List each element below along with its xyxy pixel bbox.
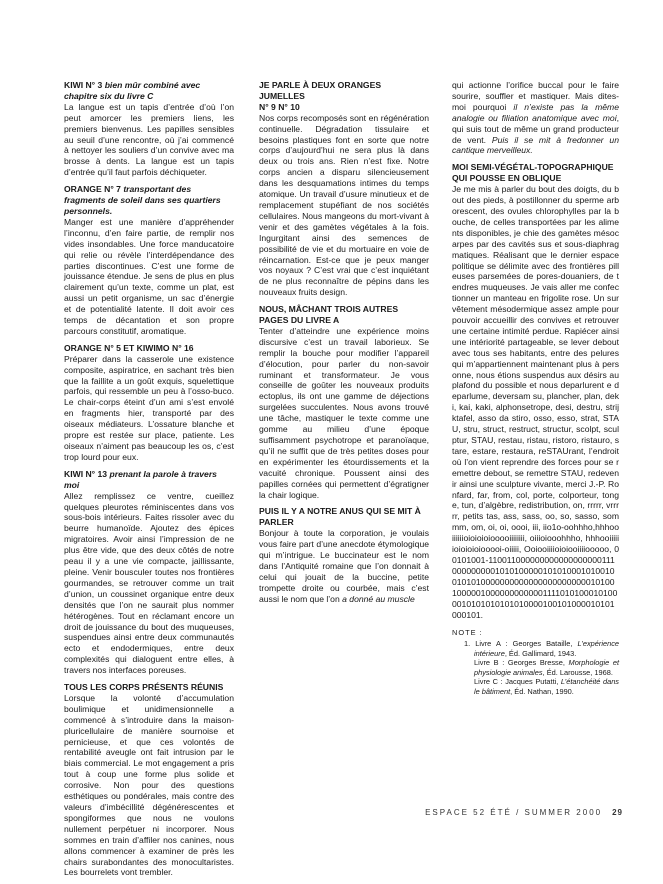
section-orange-7 xyxy=(64,184,234,337)
section-heading: PUIS IL Y A NOTRE ANUS QUI SE MIT À PARLER xyxy=(259,506,421,528)
section-body: Je me mis à parler du bout des doigts, du bout des pieds, à postillonner du sperme arborescent, des ovules chlorophylles par la bouche, de celles transportées par les aliments disponibles, je chie des gamètes mésocarpes par des cavités sus et sous-diaphragmatiques. Réalisant que le dernier espace politique se délimite avec des frontières pilleuses parsemées de pores-douaniers, de tendres muqueuses. Je vais aller me confectionner un manteau en frigolite rose. Un survêtement mésodermique assez ample pour pouvoir accueillir des convives et retrouver une certaine intimité perdue. Rapiécer ainsi une intériorité partageable, se lever debout avec tous ses habitants, entre des pelures qui m’appartiennent maintenant plus à personne, nous étions suspendus aux désirs au plafond du possible et nous deparlurent e deparlume, deversam su, plancher, plan, deki, kai, kaki, alphonsetrope, desi, destru, strijktafel, asso da stiro, osso, esso, strat, STAU, stru, struct, restruct, structur, scolpt, sculptur, STAU, restau, ristau, ristoro, ristauro, stare, estare, restaura, reSTAUrant, l’endroit où l’on vient reprendre des forces pour se remettre debout, se remettre STAU, redevenir ainsi une sculpture vivante, merci J.-P. Ronfard, far, from, col, porte, colporteur, tonge, tun, d’algèbre, redistribution, on, rrrrr, vrrrrr, petits tas, ass, sass, oo, so, sasso, sommm, om, oi, oi, oooi, iii, iio1o-oohhho,hhhooiiiiiioioioioiooooiiiiiiii, oiiioiooohhho, hhhooiiiiiioioioioiooooi-oiiiii, Ooiooiiiioioiooiiiiooooo, 00101001-11001100000000000000000011100000000010101000001010100010100100101010000000000000000000000010100100000100000000000011110101000101000010101010101010000100101000010101000101. xyxy=(452,184,619,620)
column-2 xyxy=(259,80,429,611)
page-footer xyxy=(425,808,623,817)
section-heading: MOI SEMI-VÉGÉTAL-TOPOGRAPHIQUE QUI POUSSE EN OBLIQUE xyxy=(452,162,614,184)
section-heading: NOUS, MÂCHANT TROIS AUTRES PAGES DU LIVRE A xyxy=(259,304,399,326)
section-heading-line-2: N° 9 N° 10 xyxy=(259,101,300,112)
section-anus xyxy=(259,506,429,604)
column-3 xyxy=(452,80,619,697)
section-body: Bonjour à toute la corporation, je voulais vous faire part d’une anecdote étymologique qui m’intrigue. Le buccinateur est le nom dans l’Antiquité romaine que l’on donnait à celui qui jouait de la buccine, petite trompette droite ou courbée, mais c’est aussi le nom que l’on a donné au muscle xyxy=(259,528,429,604)
notes-label: NOTE : xyxy=(452,628,483,638)
section-body: Lorsque la volonté d’accumulation boulimique et unidimensionnelle a commencé à s’introduire dans la maison-pluricellulaire de manière sournoise et pernicieuse, et que ces volontés de rentabilité aveugle ont fait intrusion par le biais commercial. Le mot engagement a pris tout à coup une forme plus solide et corrosive. Non pour des questions esthétiques ou pondérales, mais contre des valeurs d’imbécillité dégénérescentes et spongiformes que nous ne voulons nullement perpétuer ni incorporer. Nous sommes en train d’affiler nos canines, nous allons commencer à examiner de près les chairs surabondantes des monocultaristes. Les bourrelets vont trembler. xyxy=(64,692,234,878)
section-anus-continued xyxy=(452,80,619,156)
section-corps xyxy=(64,682,234,878)
section-body: Allez remplissez ce ventre, cueillez quelques pleurotes réminiscentes dans vos sous-bois intérieurs. Faites rissoler avec du beurre humanoïde. Ajoutez des épices migratoires. Avoir ainsi l’impression de ne plus être vide, que des deux côtés de notre peau il y a une vie compacte, jaillissante, pleine. Venir bousculer toutes nos frontières gourmandes, se retrouver comme un trait d’union, un coussinet organique entre deux densités que l’on ne saurait plus nommer hétérogènes. Tout en réclamant encore un droit de jouissance du bout des muqueuses, suspendues ainsi entre deux communautés ecto et endodermiques, entre deux complexités qui dialoguent entre elles, à travers nos interfaces poreuses. xyxy=(64,490,234,676)
page-number: 29 xyxy=(612,808,623,817)
section-body: Nos corps recomposés sont en régénération continuelle. Dégradation tissulaire et besoins plastiques font en sorte que notre corps d’aujourd’hui ne sera plus là dans deux ou trois ans. Rien n’est fixe. Notre corps ancien a disparu silencieusement dans les desquamations intimes du temps atomique. Un travail d’usure minutieux et de remplacement stupéfiant de nos sociétés cellulaires. Nous mangeons du mort-vivant à venir et des gamètes végétales à la fois. Ingurgitant ainsi des semences de possibilité de vie et du mortuaire en voie de réincarnation. Est-ce que je peux manger vos noyaux ? C’est vrai que c’est inquiétant de ne plus reconnaître de pépins dans les nouveaux fruits design. xyxy=(259,112,429,298)
section-heading: ORANGE N° 7 transportant des fragments de soleil dans ses quartiers personnels. xyxy=(64,184,221,216)
section-heading: JE PARLE À DEUX ORANGES JUMELLES xyxy=(259,80,382,101)
section-body: Manger est une manière d’appréhender l’inconnu, d’en faire partie, de remplir nos vides insondables. Une force manducatoire qui relie ou révèle l’interdépendance des parties discontinues. C’est une forme de jouissance étendue. Je sens de plus en plus clairement qu’un texte, comme un plat, est aussi un petit organisme, un sac d’énergie et de potentialité latente. Il doit avoir ces temps de décantation et son propre parcours constitutif, aromatique. xyxy=(64,216,234,336)
section-heading: KIWI N° 3 bien mûr combiné avec chapitre six du livre C xyxy=(64,80,201,101)
section-body: Préparer dans la casserole une existence composite, aspiratrice, en sachant très bien que la faillite a un goût exquis, squelettique parfois, qui ressemble un peu à l’osso-buco. Le chair-corps éteint d’un ami s’est envolé en fragments hier, transporté par des oiseaux médiateurs. L’ossature blanche et propre est restée sur place, patiente. Les oiseaux n’aiment pas beaucoup les os, c’est trop lourd pour eux. xyxy=(64,353,234,462)
section-body: La langue est un tapis d’entrée d’où l’on peut amorcer les premiers liens, les premiers bienvenus. Les papilles sensibles au seuil d’une rencontre, où j’ai commencé à nettoyer les souliers d’un convive avec ma brosse à dents. La langue est un tapis d’entrée qu’il faut parfois déchiqueter. xyxy=(64,101,234,178)
journal-name: ESPACE 52 ÉTÉ / SUMMER 2000 xyxy=(425,808,603,817)
section-orange-5 xyxy=(64,343,234,463)
section-heading: ORANGE N° 5 ET KIWIMO N° 16 xyxy=(64,342,194,353)
section-heading: TOUS LES CORPS PRÉSENTS RÉUNIS xyxy=(64,682,224,693)
note-item: 1. Livre A : Georges Bataille, L’expérience intérieure, Éd. Gallimard, 1943. xyxy=(464,639,619,658)
section-heading: KIWI N° 13 prenant la parole à travers moi xyxy=(64,468,217,490)
section-machant xyxy=(259,304,429,500)
section-kiwi-3 xyxy=(64,80,234,178)
note-item: Livre B : Georges Bresse, Morphologie et physiologie animales, Éd. Larousse, 1968. xyxy=(474,658,619,677)
section-oranges xyxy=(259,80,429,298)
note-item: Livre C : Jacques Putatti, L’étanchéité dans le bâtiment, Éd. Nathan, 1990. xyxy=(474,677,619,696)
notes xyxy=(452,628,619,696)
section-body-continued: qui actionne l’orifice buccal pour le faire sourire, souffler et mastiquer. Mais dites-moi pourquoi il n’existe pas la même analogie ou filiation anatomique avec moi, qui suis tout de même un grand producteur de vent. Puis il se mit à fredonner un cantique merveilleux. xyxy=(452,80,619,156)
section-body: Tenter d’atteindre une expérience moins discursive c’est un travail laborieux. Se remplir la bouche pour modifier l’appareil d’élocution, pour parler du non-savoir ruminant et transformateur. Je vous conseille de goûter les nouveaux produits ectoplus, ils ont une gamme de déjections surgelées succulentes. Nous avons trouvé une tâche, mastiquer le texte comme une gomme au milieu d’une époque suffisamment psychotrope et paranoïaque, qu’il ne suffit que de très petites doses pour en expérimenter les étourdissements et la vacuité chronique. Poussent ainsi des papilles cornées qui permettent d’égratigner la chair logique. xyxy=(259,325,429,500)
section-moi xyxy=(452,162,619,620)
section-kiwi-13 xyxy=(64,469,234,676)
column-1 xyxy=(64,80,234,884)
